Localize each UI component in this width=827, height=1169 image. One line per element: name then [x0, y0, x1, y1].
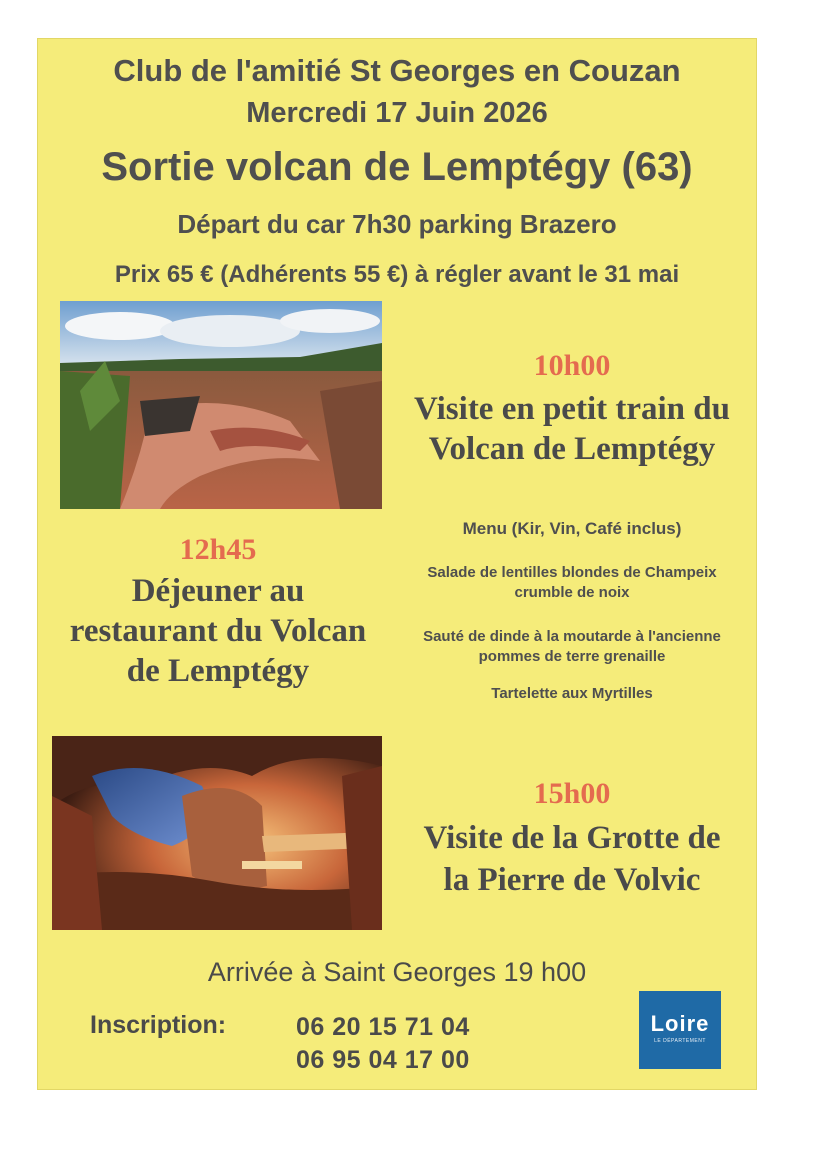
inscription-label: Inscription:	[90, 1011, 227, 1039]
event-date: Mercredi 17 Juin 2026	[246, 97, 548, 129]
time-10h00: 10h00	[533, 349, 611, 382]
menu-starter-line1: Salade de lentilles blondes de Champeix	[427, 564, 717, 581]
cave-photo	[52, 736, 382, 930]
time-15h00: 15h00	[533, 777, 611, 810]
menu-main-line1: Sauté de dinde à la moutarde à l'ancienne	[423, 628, 721, 645]
menu-heading: Menu (Kir, Vin, Café inclus)	[462, 519, 682, 538]
outing-title: Sortie volcan de Lemptégy (63)	[101, 145, 693, 189]
logo-subtitle: LE DÉPARTEMENT	[654, 1038, 706, 1044]
flyer	[37, 38, 757, 1090]
menu-starter	[394, 563, 750, 603]
logo-name: Loire	[650, 1011, 710, 1036]
arrival-info: Arrivée à Saint Georges 19 h00	[207, 957, 587, 987]
price-info: Prix 65 € (Adhérents 55 €) à régler avant le 31 mai	[114, 261, 680, 288]
event-lunch-line1: Déjeuner au	[131, 573, 305, 609]
event-train-line2: Volcan de Lemptégy	[428, 431, 716, 467]
event-lunch-line2: restaurant du Volcan	[69, 613, 367, 649]
loire-logo	[639, 991, 721, 1069]
event-lunch-line3: de Lemptégy	[126, 653, 310, 689]
event-lunch-title	[42, 571, 394, 691]
volcano-photo	[60, 301, 382, 509]
event-train-title	[394, 389, 750, 469]
event-cave-title	[394, 817, 750, 901]
event-cave-line1: Visite de la Grotte de	[423, 820, 721, 856]
phone-number-1: 06 20 15 71 04	[296, 1013, 470, 1041]
event-cave-line2: la Pierre de Volvic	[443, 862, 701, 898]
departure-info: Départ du car 7h30 parking Brazero	[177, 209, 617, 239]
menu-dessert: Tartelette aux Myrtilles	[491, 685, 653, 702]
menu-main	[394, 627, 750, 667]
phone-number-2: 06 95 04 17 00	[296, 1046, 470, 1074]
time-12h45: 12h45	[179, 533, 257, 566]
club-name: Club de l'amitié St Georges en Couzan	[113, 53, 681, 88]
event-train-line1: Visite en petit train du	[414, 391, 730, 427]
menu-starter-line2: crumble de noix	[514, 584, 630, 601]
menu-main-line2: pommes de terre grenaille	[478, 648, 666, 665]
